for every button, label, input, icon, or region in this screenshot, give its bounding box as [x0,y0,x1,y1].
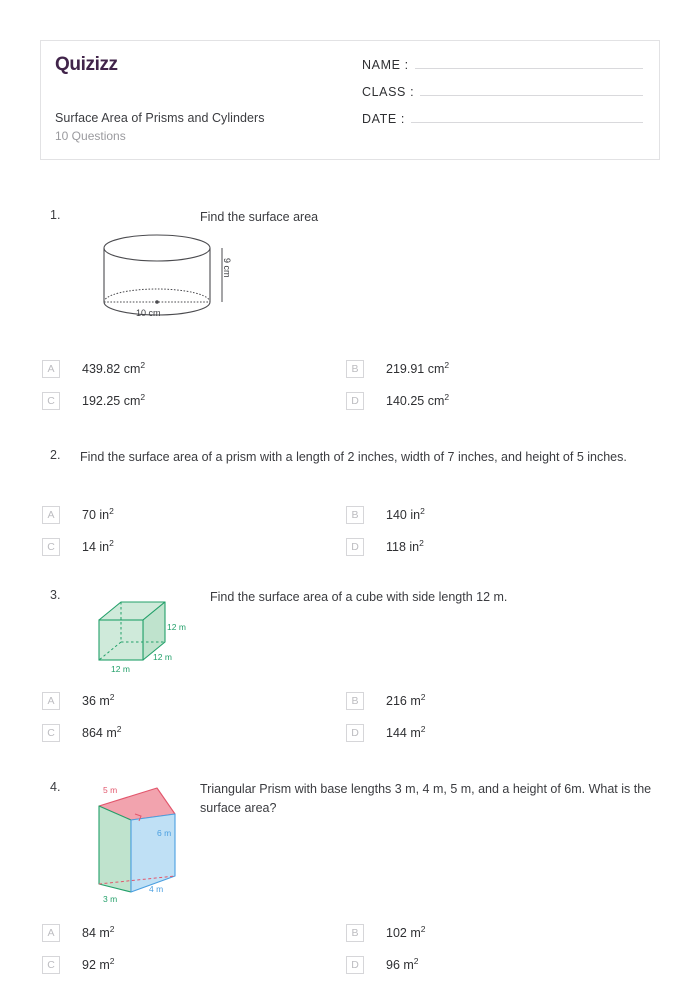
option-2b[interactable] [346,506,425,524]
option-2c-letter: C [42,538,60,556]
prism-svg [85,784,210,904]
option-3d-text: 144 $m^2$ [386,723,426,740]
option-1d-text: 140.25 $cm^2$ [386,391,450,408]
option-1a-text: 439.82 $cm^2$ [82,359,146,376]
option-1b-letter: B [346,360,364,378]
option-1b-text: 219.91 $cm^2$ [386,359,450,376]
option-4d[interactable] [346,956,419,974]
option-2d-text: 118 $in^2$ [386,537,424,554]
class-input[interactable] [420,84,643,96]
question-4-figure [85,784,210,904]
option-3b[interactable] [346,692,425,710]
quizizz-logo: Quizizz [55,54,118,75]
option-4b[interactable] [346,924,425,942]
question-3-number: 3. [50,588,61,602]
option-4d-letter: D [346,956,364,974]
prism-height-label: 6 m [157,828,172,838]
question-4-text: Triangular Prism with base lengths 3 m, 4 m, 5 m, and a height of 6m. What is the surface area? [200,782,652,815]
question-2 [40,448,660,554]
option-3c-letter: C [42,724,60,742]
question-2-text: Find the surface area of a prism with a length of 2 inches, width of 7 inches, and height of 5 inches. [80,450,627,464]
option-3c-text: 864 $m^2$ [82,723,122,740]
option-3b-letter: B [346,692,364,710]
question-4 [40,780,660,972]
worksheet-header [40,40,660,160]
question-1-text: Find the surface area [200,210,319,224]
student-info-fields [358,41,659,159]
cylinder-svg [92,224,242,324]
cylinder-diameter-label: 10 cm [136,308,161,318]
option-1c[interactable] [42,392,145,410]
option-1b[interactable] [346,360,449,378]
cube-diagram [95,596,220,676]
option-4a-text: 84 $m^2$ [82,923,115,940]
option-4c-text: 92 $m^2$ [82,955,115,972]
option-2b-letter: B [346,506,364,524]
question-1 [40,208,660,408]
name-field-row [362,57,643,72]
question-1-figure [92,224,242,324]
header-left-panel [41,41,358,159]
option-1c-letter: C [42,392,60,410]
option-2a-text: 70 $in^2$ [82,505,114,522]
option-1c-text: 192.25 $cm^2$ [82,391,146,408]
question-4-number: 4. [50,780,61,794]
option-1a-letter: A [42,360,60,378]
option-2c-text: 14 $in^2$ [82,537,114,554]
option-4d-text: 96 $m^2$ [386,955,419,972]
option-4c-letter: C [42,956,60,974]
option-3b-text: 216 $m^2$ [386,691,426,708]
cylinder-height-label: 9 cm [222,258,232,278]
option-3d[interactable] [346,724,425,742]
option-3c[interactable] [42,724,121,742]
option-4b-text: 102 $m^2$ [386,923,426,940]
option-2c[interactable] [42,538,114,556]
page-title: Surface Area of Prisms and Cylinders [55,111,265,125]
option-3a-text: 36 $m^2$ [82,691,115,708]
option-2a[interactable] [42,506,114,524]
cube-right-label: 12 m [167,622,186,632]
option-2a-letter: A [42,506,60,524]
question-2-header [40,448,660,466]
cube-bottom-label: 12 m [111,664,130,674]
prism-top-label: 5 m [103,785,118,795]
cube-front-label: 12 m [153,652,172,662]
date-field-label: DATE : [362,112,405,126]
question-1-number: 1. [50,208,61,222]
date-input[interactable] [411,111,643,123]
option-3a[interactable] [42,692,115,710]
name-input[interactable] [415,57,643,69]
option-4c[interactable] [42,956,115,974]
question-3-text: Find the surface area of a cube with side length 12 m. [210,590,508,604]
option-2d-letter: D [346,538,364,556]
class-field-row [362,84,643,99]
option-3a-letter: A [42,692,60,710]
prism-base-label: 3 m [103,894,118,904]
question-count: 10 Questions [55,129,126,143]
option-4b-letter: B [346,924,364,942]
option-1d[interactable] [346,392,449,410]
option-4a[interactable] [42,924,115,942]
option-1a[interactable] [42,360,145,378]
option-1d-letter: D [346,392,364,410]
option-2b-text: 140 $in^2$ [386,505,425,522]
question-3 [40,588,660,740]
question-2-number: 2. [50,448,61,462]
question-3-figure [95,596,220,676]
name-field-label: NAME : [362,58,409,72]
option-3d-letter: D [346,724,364,742]
prism-depth-label: 4 m [149,884,164,894]
option-4a-letter: A [42,924,60,942]
date-field-row [362,111,643,126]
triangular-prism-diagram [85,784,210,904]
cylinder-diagram [92,224,242,324]
class-field-label: CLASS : [362,85,415,99]
option-2d[interactable] [346,538,424,556]
